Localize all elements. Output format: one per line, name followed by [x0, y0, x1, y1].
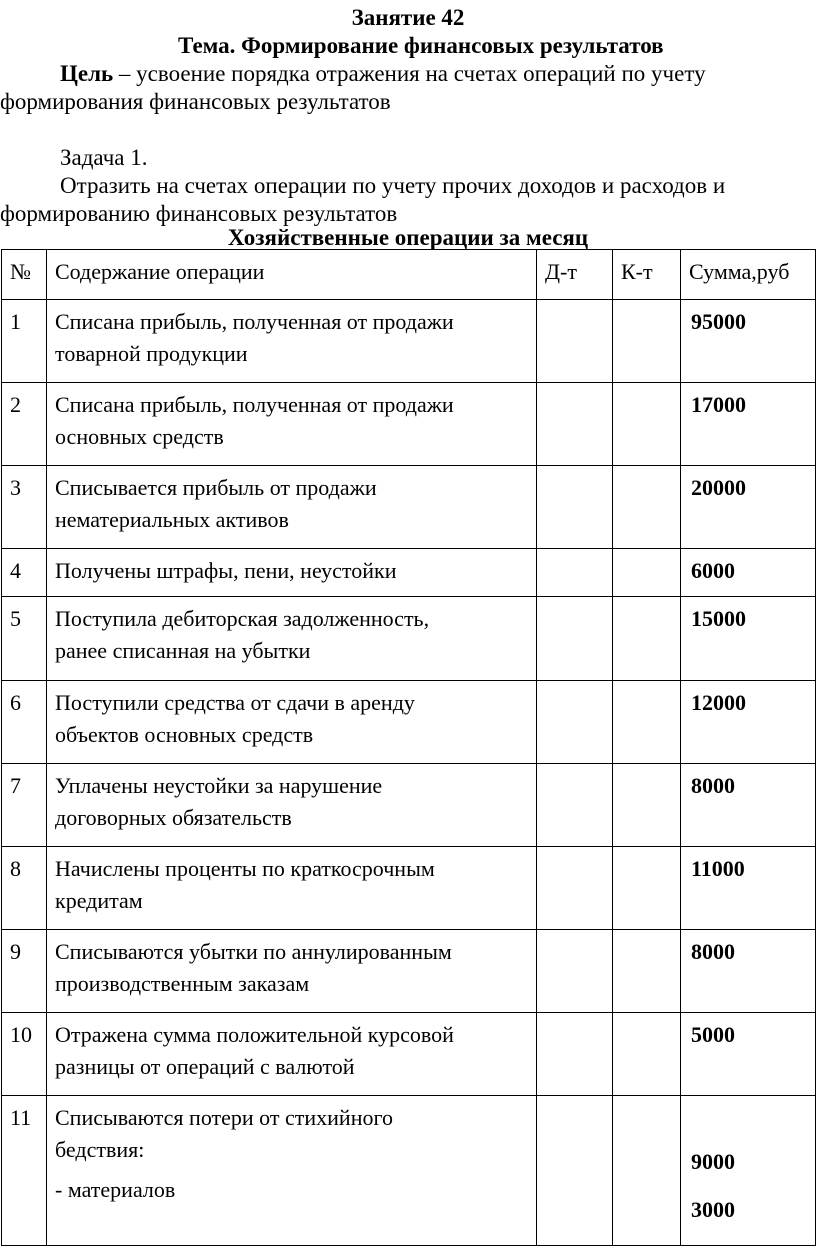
row-text-line-1: Поступили средства от сдачи в аренду: [55, 690, 415, 715]
row-text-line-2: объектов основных средств: [55, 722, 314, 747]
row-text-line-1: Списана прибыль, полученная от продажи: [55, 392, 454, 417]
row-sum: 11000: [691, 856, 745, 881]
row-number: 7: [10, 773, 21, 798]
goal-line-1: [60, 62, 706, 85]
task-line-2: формированию финансовых результатов: [0, 201, 398, 226]
table-header-row: [2, 250, 816, 300]
row-sum: 8000: [691, 773, 735, 798]
row-credit: [613, 1096, 680, 1102]
row-debit: [537, 681, 612, 687]
row-text-line-2: основных средств: [55, 424, 224, 449]
row-sum: [681, 1096, 815, 1234]
row-sum: 95000: [691, 309, 746, 334]
table-row: [2, 681, 816, 764]
row-text-line-1: Начислены проценты по краткосрочным: [55, 856, 435, 881]
table-row: [2, 549, 816, 597]
row-content: [47, 1096, 536, 1206]
header-sum: Сумма,руб: [689, 259, 790, 284]
table-row: [2, 930, 816, 1013]
row-sum: 6000: [691, 558, 735, 583]
goal-text-1: – усвоение порядка отражения на счетах операций по учету: [118, 61, 706, 86]
row-text-line-1: Уплачены неустойки за нарушение: [55, 773, 383, 798]
row-credit: [613, 549, 680, 555]
row-sum: 8000: [691, 939, 735, 964]
table-row: [2, 847, 816, 930]
row-text-line-1: Списываются убытки по аннулированным: [55, 939, 452, 964]
row-credit: [613, 847, 680, 853]
row-number: 11: [10, 1105, 32, 1130]
header-debit: Д-т: [545, 259, 577, 284]
header-number: №: [10, 259, 31, 284]
row-number: 4: [10, 558, 21, 583]
row-content: [47, 847, 536, 917]
row-content: [47, 764, 536, 834]
table-body: [2, 300, 816, 1096]
row-text-line-3: - материалов: [55, 1177, 176, 1202]
row-number: 6: [10, 690, 21, 715]
row-content: [47, 383, 536, 453]
row-text-line-2: производственным заказам: [55, 971, 310, 996]
row-credit: [613, 466, 680, 472]
row-sum: 15000: [691, 606, 746, 631]
table-row: [2, 300, 816, 383]
row-sum: 17000: [691, 392, 746, 417]
row-content: [47, 1013, 536, 1083]
goal-line-2: формирования финансовых результатов: [0, 89, 391, 114]
header-content: Содержание операции: [55, 259, 265, 284]
row-debit: [537, 300, 612, 306]
lesson-title: Занятие 42: [351, 5, 465, 30]
row-content: [47, 681, 536, 751]
table-row: [2, 1096, 816, 1246]
row-text-line-1: Списываются потери от стихийного: [55, 1105, 393, 1130]
row-text-line-1: Отражена сумма положительной курсовой: [55, 1022, 454, 1047]
topic-title: Тема. Формирование финансовых результатов: [178, 33, 664, 58]
row-debit: [537, 764, 612, 770]
row-text-line-2: нематериальных активов: [55, 507, 289, 532]
header-credit: К-т: [621, 259, 653, 284]
row-number: 10: [10, 1022, 32, 1047]
row-debit: [537, 1013, 612, 1019]
task-line-1: Отразить на счетах операции по учету прочих доходов и расходов и: [60, 173, 726, 198]
row-sum-2: 3000: [691, 1197, 735, 1222]
row-credit: [613, 300, 680, 306]
row-debit: [537, 549, 612, 555]
table-row: [2, 466, 816, 549]
table-row: [2, 597, 816, 681]
row-debit: [537, 847, 612, 853]
operations-table: [1, 249, 816, 1246]
row-content: [47, 466, 536, 536]
row-credit: [613, 681, 680, 687]
row-text-line-2: бедствия:: [55, 1137, 145, 1162]
table-caption: Хозяйственные операции за месяц: [227, 225, 589, 250]
row-number: 5: [10, 606, 21, 631]
table-row: [2, 764, 816, 847]
row-text-line-2: договорных обязательств: [55, 805, 292, 830]
row-number: 9: [10, 939, 21, 964]
row-number: 3: [10, 475, 21, 500]
goal-label: Цель: [60, 61, 114, 86]
row-debit: [537, 383, 612, 389]
row-debit: [537, 466, 612, 472]
row-text-line-1: Поступила дебиторская задолженность,: [55, 606, 430, 631]
row-content: [47, 300, 536, 370]
row-credit: [613, 597, 680, 603]
row-sum-1: 9000: [691, 1149, 735, 1174]
table-row: [2, 1013, 816, 1096]
row-sum: 12000: [691, 690, 746, 715]
row-debit: [537, 930, 612, 936]
row-number: 8: [10, 856, 21, 881]
row-sum: 20000: [691, 475, 746, 500]
row-credit: [613, 764, 680, 770]
row-content: [47, 930, 536, 1000]
row-text-line-2: кредитам: [55, 888, 143, 913]
row-text-line-1: Списана прибыль, полученная от продажи: [55, 309, 454, 334]
row-content: [47, 549, 536, 587]
row-credit: [613, 383, 680, 389]
row-text-line-1: Получены штрафы, пени, неустойки: [55, 558, 397, 583]
row-number: 1: [10, 309, 21, 334]
row-text-line-1: Списывается прибыль от продажи: [55, 475, 377, 500]
row-debit: [537, 1096, 612, 1102]
row-credit: [613, 1013, 680, 1019]
row-text-line-2: разницы от операций с валютой: [55, 1054, 355, 1079]
row-credit: [613, 930, 680, 936]
row-text-line-2: товарной продукции: [55, 341, 248, 366]
row-debit: [537, 597, 612, 603]
row-text-line-2: ранее списанная на убытки: [55, 638, 311, 663]
row-content: [47, 597, 536, 667]
task-title: Задача 1.: [60, 145, 148, 170]
row-sum: 5000: [691, 1022, 735, 1047]
table-row: [2, 383, 816, 466]
row-number: 2: [10, 392, 21, 417]
